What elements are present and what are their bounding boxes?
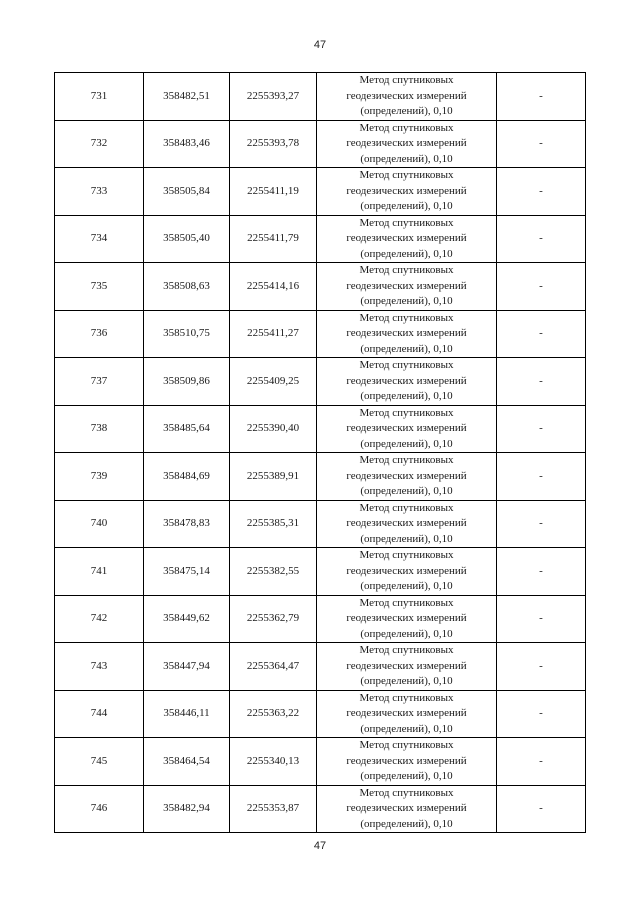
note-cell: - — [497, 738, 586, 786]
method-cell — [317, 738, 497, 786]
note-cell: - — [497, 548, 586, 596]
method-text-line: геодезических измерений — [346, 469, 467, 482]
point-number-cell: 744 — [55, 690, 144, 738]
method-text-line: геодезических измерений — [346, 184, 467, 197]
method-cell — [317, 500, 497, 548]
table-row — [55, 643, 586, 691]
method-text-line: геодезических измерений — [346, 564, 467, 577]
y-coordinate-cell: 2255364,47 — [230, 643, 317, 691]
method-text-line: Метод спутниковых — [359, 311, 454, 324]
coordinates-table-body — [55, 73, 586, 833]
x-coordinate-cell: 358508,63 — [144, 263, 230, 311]
method-text-line: (определений), 0,10 — [360, 152, 453, 165]
table-row — [55, 500, 586, 548]
x-coordinate-cell: 358482,51 — [144, 73, 230, 121]
y-coordinate-cell: 2255362,79 — [230, 595, 317, 643]
point-number-cell: 733 — [55, 168, 144, 216]
table-row — [55, 738, 586, 786]
method-text-line: геодезических измерений — [346, 137, 467, 149]
x-coordinate-cell: 358505,40 — [144, 215, 230, 263]
y-coordinate-cell: 2255389,91 — [230, 453, 317, 501]
method-text-line: Метод спутниковых — [359, 264, 454, 276]
note-cell: - — [497, 120, 586, 168]
method-text-line: Метод спутниковых — [359, 786, 454, 799]
method-text-line: Метод спутниковых — [359, 549, 454, 561]
y-coordinate-cell: 2255411,19 — [230, 168, 317, 216]
x-coordinate-cell: 358464,54 — [144, 738, 230, 786]
y-coordinate-cell: 2255382,55 — [230, 548, 317, 596]
y-coordinate-cell: 2255411,27 — [230, 310, 317, 358]
point-number-cell: 746 — [55, 785, 144, 833]
method-text-line: (определений), 0,10 — [360, 295, 453, 307]
method-text-line: геодезических измерений — [346, 232, 467, 244]
method-text-line: Метод спутниковых — [359, 644, 454, 656]
point-number-cell: 743 — [55, 643, 144, 691]
method-cell — [317, 73, 497, 121]
point-number-cell: 734 — [55, 215, 144, 263]
y-coordinate-cell: 2255390,40 — [230, 405, 317, 453]
table-row — [55, 263, 586, 311]
note-cell: - — [497, 690, 586, 738]
point-number-cell: 741 — [55, 548, 144, 596]
method-cell — [317, 405, 497, 453]
method-text-line: геодезических измерений — [346, 659, 467, 672]
x-coordinate-cell: 358483,46 — [144, 120, 230, 168]
method-text-line: (определений), 0,10 — [360, 817, 453, 830]
method-text-line: (определений), 0,10 — [360, 390, 453, 402]
method-text-line: геодезических измерений — [346, 754, 467, 767]
method-text-line: Метод спутниковых — [359, 121, 454, 134]
x-coordinate-cell: 358478,83 — [144, 500, 230, 548]
x-coordinate-cell: 358447,94 — [144, 643, 230, 691]
table-row — [55, 595, 586, 643]
point-number-cell: 731 — [55, 73, 144, 121]
x-coordinate-cell: 358505,84 — [144, 168, 230, 216]
method-text-line: геодезических измерений — [346, 612, 467, 624]
method-text-line: Метод спутниковых — [359, 596, 454, 609]
y-coordinate-cell: 2255411,79 — [230, 215, 317, 263]
method-cell — [317, 643, 497, 691]
method-text-line: геодезических измерений — [346, 517, 467, 529]
table-row — [55, 358, 586, 406]
method-text-line: геодезических измерений — [346, 279, 467, 292]
y-coordinate-cell: 2255409,25 — [230, 358, 317, 406]
point-number-cell: 745 — [55, 738, 144, 786]
point-number-cell: 739 — [55, 453, 144, 501]
x-coordinate-cell: 358509,86 — [144, 358, 230, 406]
note-cell: - — [497, 643, 586, 691]
method-text-line: (определений), 0,10 — [360, 342, 453, 355]
note-cell: - — [497, 453, 586, 501]
method-text-line: (определений), 0,10 — [360, 532, 453, 545]
y-coordinate-cell: 2255340,13 — [230, 738, 317, 786]
point-number-cell: 736 — [55, 310, 144, 358]
method-text-line: Метод спутниковых — [359, 739, 454, 751]
note-cell: - — [497, 215, 586, 263]
method-cell — [317, 690, 497, 738]
table-row — [55, 548, 586, 596]
table-row — [55, 168, 586, 216]
y-coordinate-cell: 2255363,22 — [230, 690, 317, 738]
point-number-cell: 740 — [55, 500, 144, 548]
method-text-line: Метод спутниковых — [359, 501, 454, 514]
method-text-line: геодезических измерений — [346, 374, 467, 387]
note-cell: - — [497, 595, 586, 643]
table-row — [55, 215, 586, 263]
note-cell: - — [497, 405, 586, 453]
y-coordinate-cell: 2255393,78 — [230, 120, 317, 168]
method-cell — [317, 310, 497, 358]
method-cell — [317, 168, 497, 216]
table-row — [55, 453, 586, 501]
table-row — [55, 73, 586, 121]
method-text-line: Метод спутниковых — [359, 691, 454, 704]
note-cell: - — [497, 263, 586, 311]
point-number-cell: 742 — [55, 595, 144, 643]
method-text-line: геодезических измерений — [346, 422, 467, 434]
table-row — [55, 310, 586, 358]
table-row — [55, 690, 586, 738]
method-text-line: (определений), 0,10 — [360, 200, 453, 212]
table-row — [55, 785, 586, 833]
method-text-line: (определений), 0,10 — [360, 722, 453, 735]
method-text-line: (определений), 0,10 — [360, 485, 453, 497]
method-text-line: (определений), 0,10 — [360, 675, 453, 687]
method-text-line: (определений), 0,10 — [360, 437, 453, 450]
x-coordinate-cell: 358475,14 — [144, 548, 230, 596]
point-number-cell: 737 — [55, 358, 144, 406]
method-cell — [317, 215, 497, 263]
method-cell — [317, 120, 497, 168]
method-cell — [317, 595, 497, 643]
note-cell: - — [497, 310, 586, 358]
table-row — [55, 120, 586, 168]
x-coordinate-cell: 358484,69 — [144, 453, 230, 501]
coordinates-table — [54, 72, 586, 833]
method-text-line: геодезических измерений — [346, 327, 467, 339]
page-number-bottom: 47 — [313, 840, 327, 852]
method-text-line: (определений), 0,10 — [360, 770, 453, 782]
method-text-line: Метод спутниковых — [359, 216, 454, 229]
method-text-line: Метод спутниковых — [359, 359, 454, 371]
method-text-line: (определений), 0,10 — [360, 247, 453, 260]
note-cell: - — [497, 73, 586, 121]
method-text-line: (определений), 0,10 — [360, 627, 453, 640]
method-text-line: Метод спутниковых — [359, 74, 454, 86]
method-cell — [317, 358, 497, 406]
point-number-cell: 738 — [55, 405, 144, 453]
method-text-line: геодезических измерений — [346, 802, 467, 814]
point-number-cell: 732 — [55, 120, 144, 168]
y-coordinate-cell: 2255393,27 — [230, 73, 317, 121]
x-coordinate-cell: 358449,62 — [144, 595, 230, 643]
y-coordinate-cell: 2255353,87 — [230, 785, 317, 833]
note-cell: - — [497, 358, 586, 406]
method-text-line: (определений), 0,10 — [360, 105, 453, 117]
method-text-line: Метод спутниковых — [359, 454, 454, 466]
x-coordinate-cell: 358485,64 — [144, 405, 230, 453]
x-coordinate-cell: 358510,75 — [144, 310, 230, 358]
x-coordinate-cell: 358446,11 — [144, 690, 230, 738]
method-text-line: (определений), 0,10 — [360, 580, 453, 592]
method-cell — [317, 453, 497, 501]
method-cell — [317, 548, 497, 596]
page-number-top: 47 — [313, 39, 327, 51]
x-coordinate-cell: 358482,94 — [144, 785, 230, 833]
y-coordinate-cell: 2255414,16 — [230, 263, 317, 311]
note-cell: - — [497, 168, 586, 216]
y-coordinate-cell: 2255385,31 — [230, 500, 317, 548]
method-text-line: геодезических измерений — [346, 707, 467, 719]
note-cell: - — [497, 500, 586, 548]
note-cell: - — [497, 785, 586, 833]
method-cell — [317, 785, 497, 833]
method-text-line: геодезических измерений — [346, 89, 467, 102]
point-number-cell: 735 — [55, 263, 144, 311]
method-cell — [317, 263, 497, 311]
method-text-line: Метод спутниковых — [359, 406, 454, 419]
table-row — [55, 405, 586, 453]
method-text-line: Метод спутниковых — [359, 169, 454, 181]
